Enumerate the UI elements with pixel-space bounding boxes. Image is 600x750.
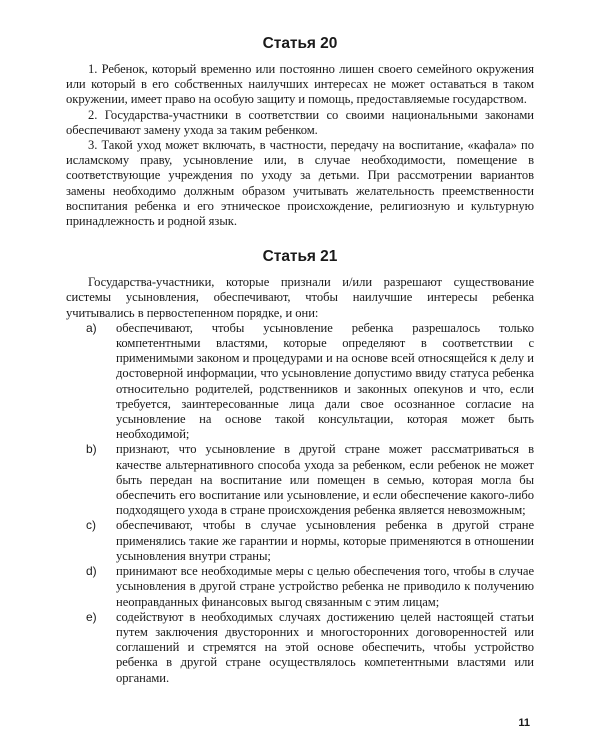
article-20-section — [66, 34, 534, 229]
document-page — [66, 34, 534, 686]
article-20-title: Статья 20 — [262, 35, 338, 52]
list-item — [66, 610, 534, 686]
article-20-paragraph-3: 3. Такой уход может включать, в частности, передачу на воспитание, «кафала» по исламскому праву, усыновление или, в случае необходимости, помещение в соответствующие учреждения по уходу за детьми. При рассмотрении вариантов замены необходимо должным образом учитывать желательность преемственности воспитания ребенка и его этническое происхождение, религиозную и культурную принадлежность и родной язык. — [66, 138, 534, 229]
list-item-text: признают, что усыновление в другой стране может рассматриваться в качестве альтернативного способа ухода за ребенком, если ребенок не может быть передан на воспитание или помещен в семью, которая могла бы обеспечить его воспитание или усыновление, и если обеспечение какого-либо подходящего ухода в стране происхождения ребенка является невозможным; — [116, 442, 534, 518]
article-20-paragraph-1: 1. Ребенок, который временно или постоянно лишен своего семейного окружения или который в его собственных наилучших интересах не может оставаться в таком окружении, имеет право на особую защиту и помощь, предоставляемые государством. — [66, 62, 534, 107]
list-item-marker: c) — [86, 518, 96, 533]
list-item-marker: b) — [86, 442, 97, 457]
list-item-text: принимают все необходимые меры с целью обеспечения того, чтобы в случае усыновления в другой стране устройство ребенка не приводило к получению неоправданных финансовых выгод связанным с этим лицам; — [116, 564, 534, 609]
list-item-text: обеспечивают, чтобы в случае усыновления ребенка в другой стране применялись такие же гарантии и нормы, которые применяются в отношении усыновления внутри страны; — [116, 518, 534, 563]
article-21-intro: Государства-участники, которые признали и/или разрешают существование системы усыновления, обеспечивают, чтобы наилучшие интересы ребенка учитывались в первостепенном порядке, и они: — [66, 275, 534, 320]
list-item-marker: e) — [86, 609, 97, 624]
list-item-text: содействуют в необходимых случаях достижению целей настоящей статьи путем заключения двусторонних и многосторонних договоренностей или соглашений и стремятся на этой основе обеспечить, чтобы устройство ребенка в другой стране осуществлялось компетентными властями или органами. — [116, 609, 534, 685]
list-item — [66, 518, 534, 564]
page-number: 11 — [518, 717, 530, 729]
list-item — [66, 564, 534, 610]
list-item-marker: d) — [86, 564, 97, 579]
article-21-list — [66, 321, 534, 686]
list-item — [66, 442, 534, 518]
list-item — [66, 321, 534, 443]
list-item-text: обеспечивают, чтобы усыновление ребенка разрешалось только компетентными властями, которые определяют в соответствии с применимыми законом и процедурами и на основе всей относящейся к делу и достоверной информации, что усыновление допустимо ввиду статуса ребенка относительно родителей, родственников и законных опекунов и что, если требуется, заинтересованные лица дали свое осознанное согласие на усыновление на основе такой консультации, которая может быть необходимой; — [116, 320, 534, 442]
article-21-section — [66, 247, 534, 685]
list-item-marker: a) — [86, 320, 97, 335]
article-20-paragraph-2: 2. Государства-участники в соответствии со своими национальными законами обеспечивают замену ухода за таким ребенком. — [66, 107, 534, 137]
article-21-title: Статья 21 — [262, 248, 338, 266]
